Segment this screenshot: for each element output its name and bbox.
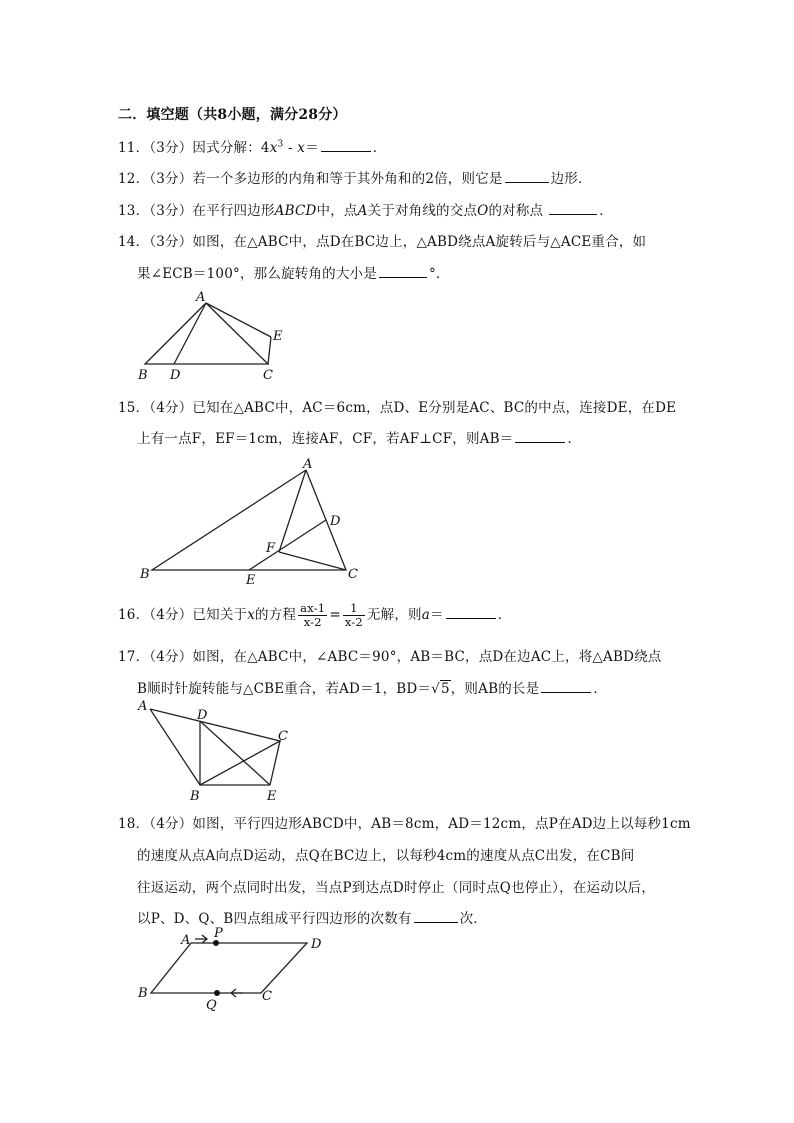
section-title: 二．填空题（共8小题，满分28分） — [118, 107, 347, 123]
question-18-line-3: 往返运动，两个点同时出发，当点P到达点D时停止（同时点Q也停止），在运动以后， — [137, 880, 656, 896]
q17-label-e: E — [267, 789, 277, 804]
question-15-line-2 — [137, 427, 581, 447]
q17-label-d: D — [197, 708, 208, 723]
q18-label-q: Q — [206, 998, 217, 1013]
q16-end: ． — [497, 607, 512, 623]
q17-label-a: A — [138, 699, 148, 714]
q18-label-d: D — [311, 937, 322, 952]
q13-end: ． — [599, 203, 613, 219]
q11-answer-blank[interactable] — [321, 139, 371, 152]
q12-answer-blank[interactable] — [505, 170, 549, 183]
q16-denominator-left: x-2 — [303, 615, 322, 629]
q18-line4-text: 以P、D、Q、B四点组成平行四边形的次数有 — [137, 911, 412, 927]
q11-end: ． — [372, 140, 387, 156]
q15-label-f: F — [266, 541, 276, 556]
q16-text4: ＝ — [429, 607, 444, 623]
q14-label-d: D — [170, 368, 181, 383]
q18-figure — [135, 925, 335, 1015]
q11-exponent: 3 — [277, 139, 284, 150]
q17-triangle-abc — [150, 709, 280, 785]
q17-sqrt-value: 5 — [440, 681, 450, 697]
q16-equals: = — [329, 607, 341, 623]
q18-label-a: A — [181, 933, 191, 948]
q14-segment-ad — [174, 303, 206, 364]
q15-figure — [136, 452, 366, 587]
q14-label-c: C — [263, 368, 273, 383]
q18-answer-blank[interactable] — [414, 910, 458, 923]
q14-segment-ec — [268, 337, 271, 364]
q16-fraction-left — [298, 602, 327, 629]
q18-parallelogram-abcd — [151, 943, 307, 993]
q16-prefix: 16．（4分）已知关于 — [118, 607, 248, 623]
q17-line2-text-b: ，则AB的长是 — [450, 681, 540, 697]
q13-text3: 关于对角线的交点 — [367, 203, 478, 219]
q16-denominator-right: x-2 — [344, 615, 363, 629]
q18-label-c: C — [262, 989, 272, 1004]
q11-equals: ＝ — [305, 140, 319, 156]
q15-label-a: A — [303, 457, 313, 472]
q15-label-c: C — [348, 567, 358, 582]
q17-line2-end: ． — [593, 681, 608, 697]
question-18-line-1: 18．（4分）如图，平行四边形ABCD中，AB＝8cm，AD＝12cm，点P在AD边上以每秒1cm — [118, 816, 691, 832]
q12-end: 边形． — [550, 171, 592, 187]
q17-figure — [134, 695, 304, 805]
q17-label-c: C — [278, 729, 288, 744]
q14-label-b: B — [138, 368, 148, 383]
question-18-line-4 — [137, 907, 487, 927]
question-16 — [118, 602, 511, 629]
q16-text2: 的方程 — [255, 607, 297, 623]
q17-line2-text: B顺时针旋转能与△CBE重合，若AD＝1，BD＝ — [137, 681, 432, 697]
question-13 — [118, 199, 613, 219]
q15-answer-blank[interactable] — [515, 430, 565, 443]
question-11 — [118, 136, 386, 156]
question-18-line-2: 的速度从点A向点D运动，点Q在BC边上，以每秒4cm的速度从点C出发，在CB间 — [137, 848, 635, 864]
q11-prefix: 11．（3分）因式分解：4 — [118, 140, 270, 156]
q14-label-e: E — [273, 329, 283, 344]
q14-line2-end: °． — [428, 266, 450, 282]
q14-label-a: A — [196, 290, 206, 305]
question-17-line-1: 17．（4分）如图，在△ABC中，∠ABC＝90°，AB＝BC，点D在边AC上，将△ABD绕点 — [118, 649, 662, 665]
q14-segment-ab-bc-ca — [145, 303, 268, 364]
q13-text2: 中，点 — [316, 203, 358, 219]
q16-numerator-left: ax-1 — [300, 601, 326, 615]
q14-answer-blank[interactable] — [379, 265, 427, 278]
question-17-line-2 — [137, 677, 607, 697]
q15-label-b: B — [140, 567, 150, 582]
q18-line4-end: 次． — [459, 911, 488, 927]
question-14-line-1: 14．（3分）如图，在△ABC中，点D在BC边上，△ABD绕点A旋转后与△ACE重合，如 — [118, 234, 647, 250]
q11-x2: x — [297, 140, 306, 156]
q11-x1: x — [269, 140, 278, 156]
q16-numerator-right: 1 — [343, 602, 365, 616]
question-15-line-1: 15．（4分）已知在△ABC中，AC＝6cm，点D、E分别是AC、BC的中点，连接DE，在DE — [118, 400, 677, 416]
question-12 — [118, 167, 592, 187]
q15-label-d: D — [330, 514, 341, 529]
q12-text: 12．（3分）若一个多边形的内角和等于其外角和的2倍，则它是 — [118, 171, 503, 187]
q15-segment-af — [279, 470, 306, 552]
q16-a: a — [421, 607, 430, 623]
q15-label-e: E — [246, 573, 256, 588]
question-14-line-2 — [137, 262, 450, 282]
q17-label-b: B — [190, 789, 200, 804]
q17-answer-blank[interactable] — [541, 680, 591, 693]
q13-text: 13．（3分）在平行四边形 — [118, 203, 275, 219]
q15-line2-end: ． — [567, 431, 582, 447]
q15-segment-fc — [279, 552, 346, 570]
q17-sqrt-symbol: √ — [431, 681, 440, 697]
q14-segment-ae — [206, 303, 271, 337]
q13-abcd: ABCD — [274, 203, 317, 219]
q11-minus: - — [283, 140, 298, 156]
q16-fraction-right — [343, 602, 365, 629]
q16-x: x — [247, 607, 256, 623]
q15-triangle-abc — [152, 470, 346, 570]
q17-segment-ce — [270, 741, 280, 785]
q16-text3: 无解，则 — [366, 607, 422, 623]
q13-a: A — [357, 203, 368, 219]
q15-line2-text: 上有一点F，EF＝1cm，连接AF，CF，若AF⊥CF，则AB＝ — [137, 431, 514, 447]
q18-label-b: B — [138, 986, 148, 1001]
q18-point-q — [214, 990, 220, 996]
q18-label-p: P — [214, 926, 223, 941]
q13-text4: 的对称点 — [488, 203, 544, 219]
q16-answer-blank[interactable] — [446, 606, 496, 619]
q14-line2-text: 果∠ECB＝100°，那么旋转角的大小是 — [137, 266, 377, 282]
q13-answer-blank[interactable] — [549, 202, 597, 215]
q13-o: O — [477, 203, 489, 219]
q14-figure — [130, 285, 300, 385]
